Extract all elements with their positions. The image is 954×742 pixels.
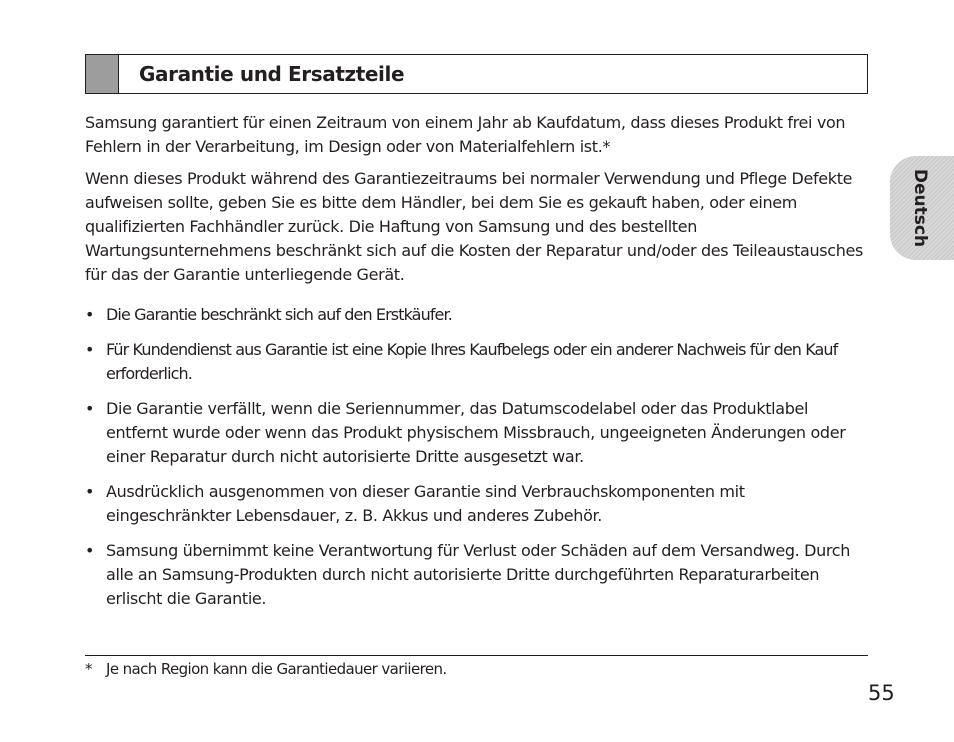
intro-paragraph: Samsung garantiert für einen Zeitraum von einem Jahr ab Kaufdatum, dass dieses Produkt frei von Fehlern in der Verarbeitung, im Design oder von Materialfehlern ist.* <box>85 113 846 156</box>
list-item-text: Für Kundendienst aus Garantie ist eine Kopie Ihres Kaufbelegs oder ein anderer Nachweis für den Kauf erforderlich. <box>106 340 838 383</box>
list-item-text: Ausdrücklich ausgenommen von dieser Garantie sind Verbrauchskomponenten mit eingeschränkter Lebensdauer, z. B. Akkus und anderes Zubehör. <box>106 482 745 525</box>
list-item <box>85 303 863 327</box>
list-item <box>85 397 863 469</box>
bullet-icon: • <box>85 340 94 359</box>
bullet-icon: • <box>85 541 95 560</box>
list-item-text: Samsung übernimmt keine Verantwortung für Verlust oder Schäden auf dem Versandweg. Durch alle an Samsung-Produkten durch nicht autorisierte Dritte durchgeführten Reparaturarbeiten erlischt die Garantie. <box>106 541 851 608</box>
footnote <box>85 658 447 680</box>
footnote-text: Je nach Region kann die Garantiedauer variieren. <box>106 660 447 678</box>
footnote-mark: * <box>85 660 92 678</box>
list-item <box>85 338 863 386</box>
language-tab-label: Deutsch <box>910 168 930 248</box>
section-header <box>85 54 868 94</box>
list-item-text: Die Garantie verfällt, wenn die Seriennummer, das Datumscodelabel oder das Produktlabel entfernt wurde oder wenn das Produkt physischem Missbrauch, ungeeigneten Änderungen oder einer Reparatur durch nicht autorisierte Dritte ausgesetzt war. <box>106 399 846 466</box>
section-title: Garantie und Ersatzteile <box>139 62 405 86</box>
bullet-icon: • <box>85 482 95 501</box>
bullet-icon: • <box>85 399 95 418</box>
page-number: 55 <box>868 681 895 705</box>
warranty-conditions-list <box>85 303 863 611</box>
liability-paragraph: Wenn dieses Produkt während des Garantiezeitraums bei normaler Verwendung und Pflege Defekte aufweisen sollte, geben Sie es bitte dem Händler, bei dem Sie es gekauft haben, oder einem qualifizierten Fachhändler zurück. Die Haftung von Samsung und des bestellten Wartungsunternehmens beschränkt sich auf die Kosten der Reparatur und/oder des Teileaustausches für das der Garantie unterliegende Gerät. <box>85 169 863 284</box>
header-accent-square <box>86 55 119 93</box>
list-item <box>85 539 863 611</box>
list-item <box>85 480 863 528</box>
bullet-icon: • <box>85 305 94 324</box>
list-item-text: Die Garantie beschränkt sich auf den Erstkäufer. <box>106 305 452 324</box>
main-content <box>85 111 863 622</box>
footnote-divider <box>85 655 868 656</box>
